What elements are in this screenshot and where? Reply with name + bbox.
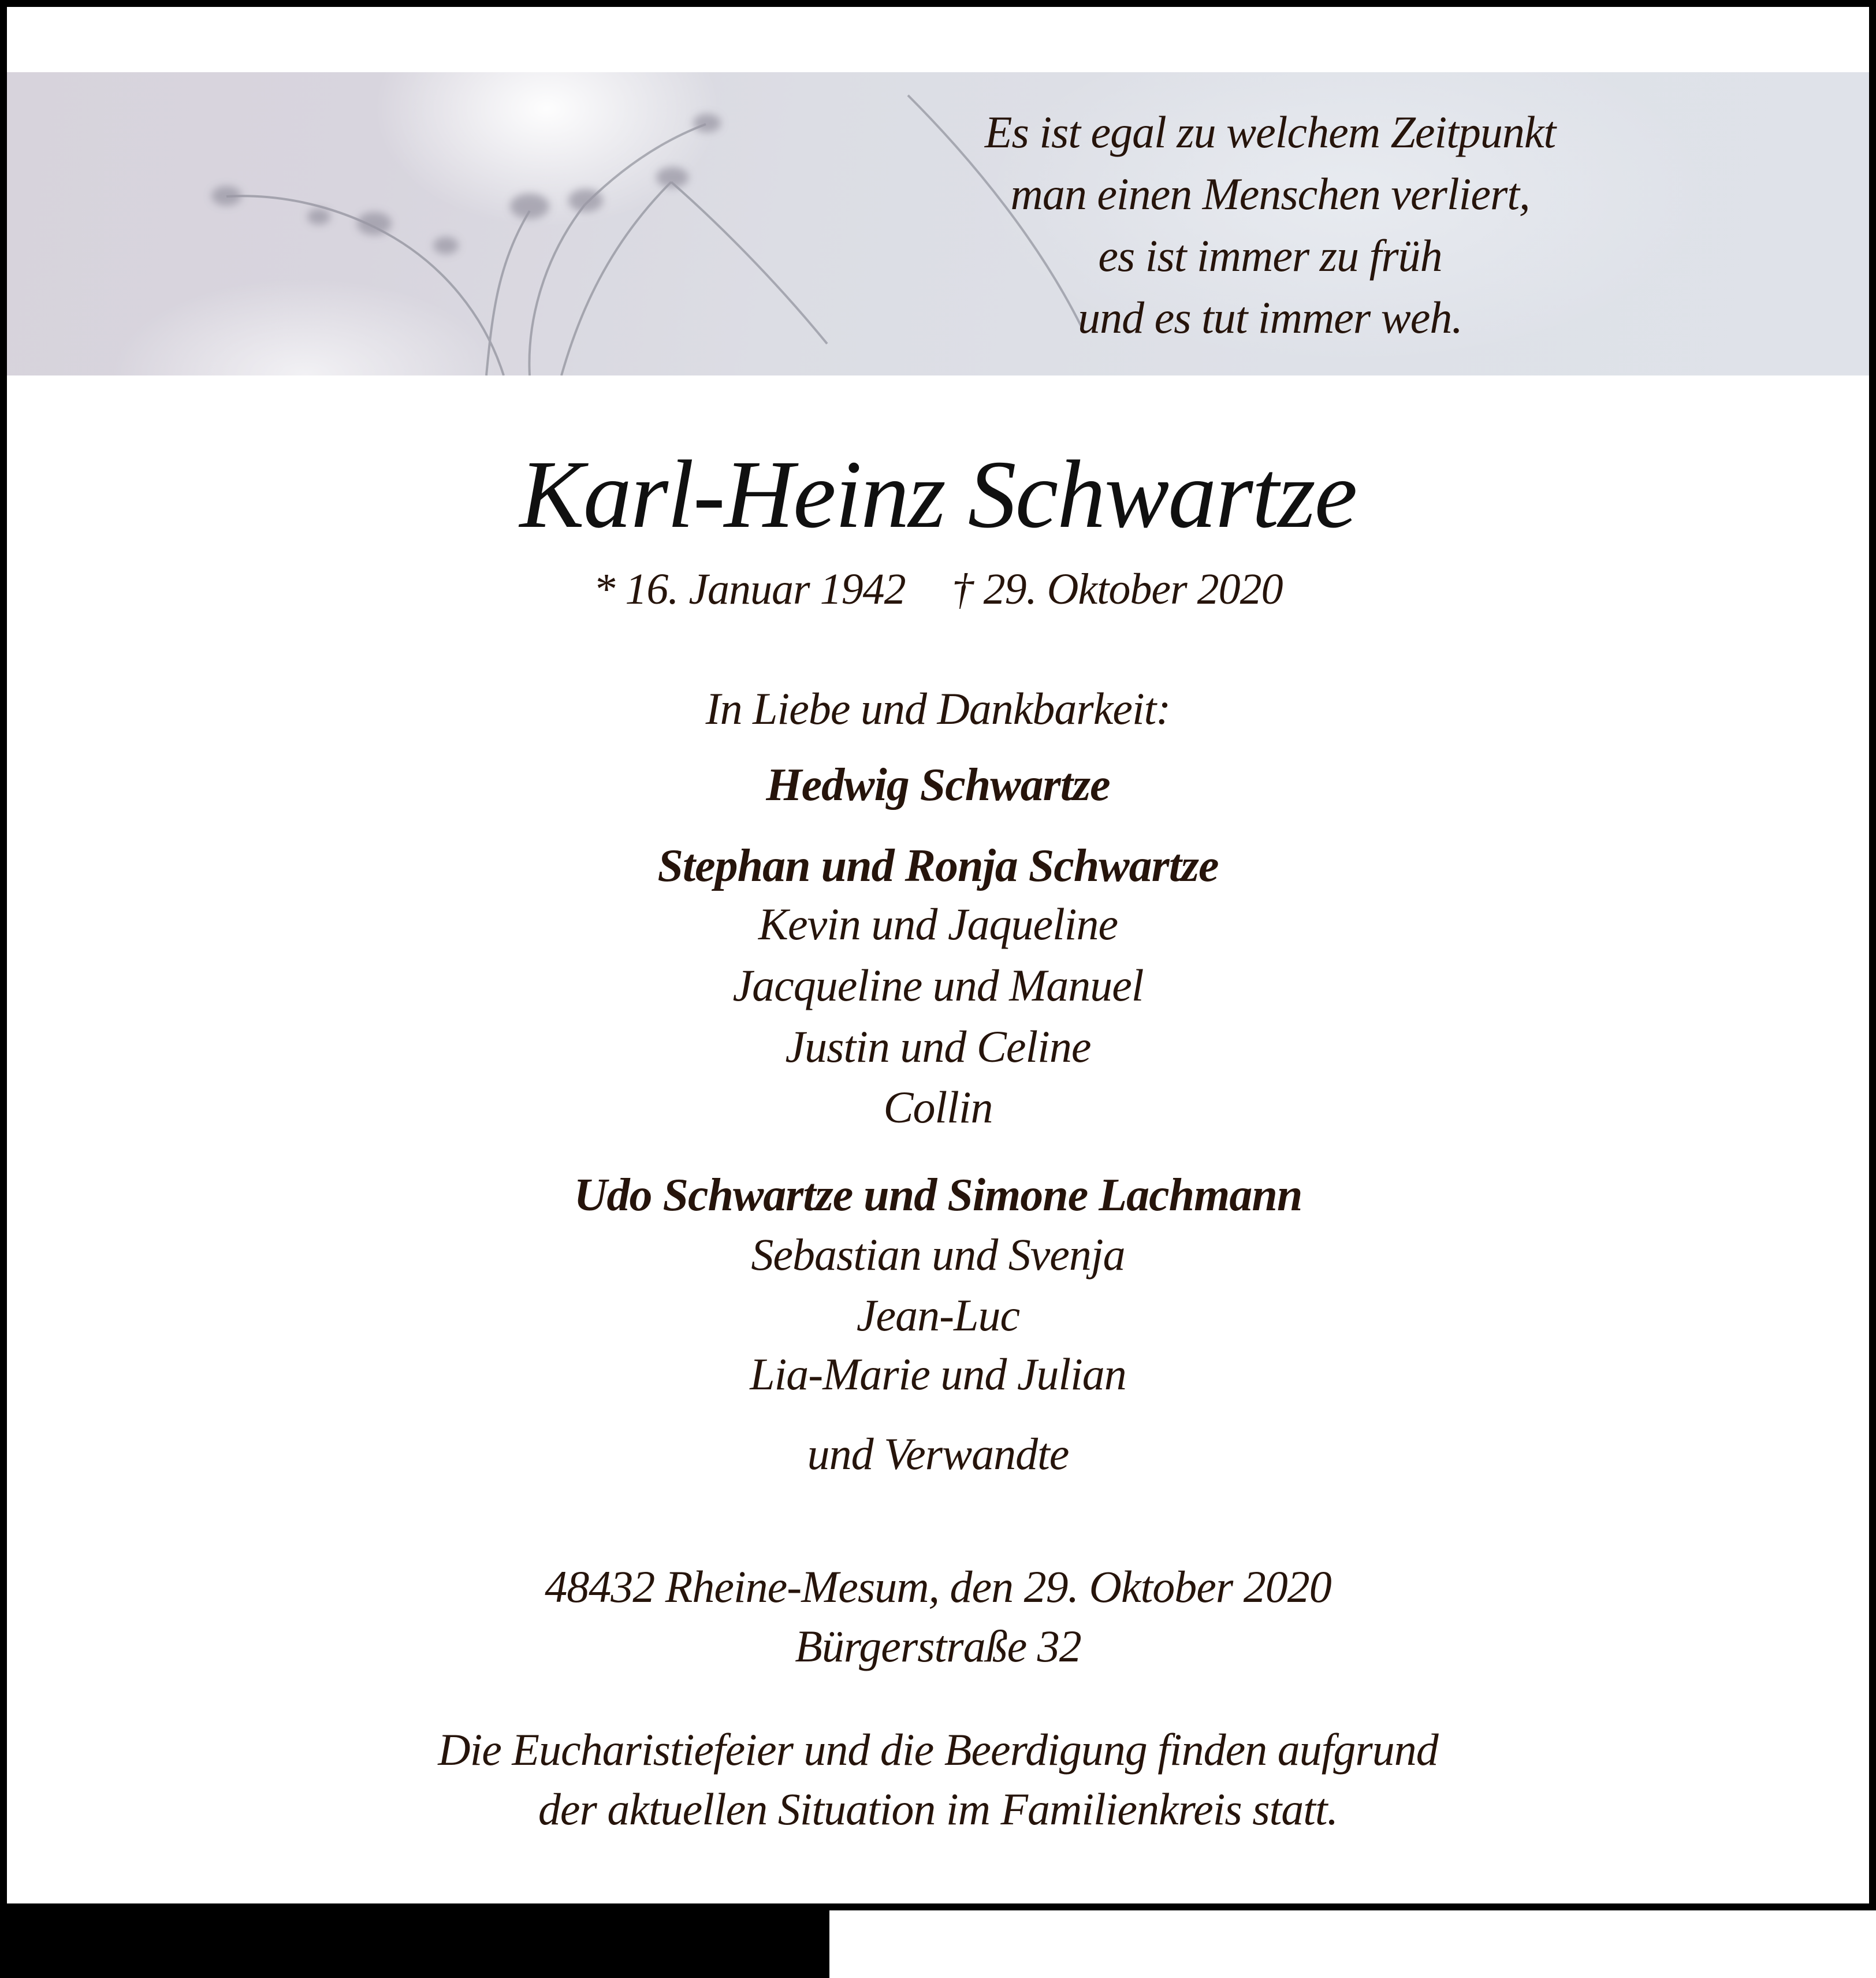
deceased-name: Karl-Heinz Schwartze — [519, 441, 1357, 548]
family-line-group-head: Udo Schwartze und Simone Lachmann — [574, 1170, 1302, 1221]
family-line: Kevin und Jaqueline — [758, 899, 1118, 949]
header-photo — [7, 72, 1869, 375]
family-line: Jean-Luc — [856, 1290, 1020, 1340]
memorial-poem — [671, 101, 1869, 348]
family-line-relatives: und Verwandte — [807, 1429, 1069, 1479]
poem-line: und es tut immer weh. — [1078, 292, 1462, 343]
address-line-city-date: 48432 Rheine-Mesum, den 29. Oktober 2020 — [545, 1561, 1331, 1612]
family-line-widow: Hedwig Schwartze — [766, 760, 1110, 810]
intro-line: In Liebe und Dankbarkeit: — [705, 683, 1171, 734]
family-line: Sebastian und Svenja — [751, 1229, 1125, 1280]
address-line-street: Bürgerstraße 32 — [795, 1621, 1081, 1671]
poem-line: es ist immer zu früh — [1098, 230, 1442, 281]
family-line: Justin und Celine — [785, 1021, 1091, 1072]
bottom-black-bar — [0, 1910, 829, 1978]
family-line: Lia-Marie und Julian — [750, 1349, 1126, 1399]
family-line: Jacqueline und Manuel — [732, 960, 1144, 1010]
family-line: Collin — [883, 1082, 993, 1132]
poem-line: man einen Menschen verliert, — [1010, 169, 1530, 219]
family-line-group-head: Stephan und Ronja Schwartze — [657, 841, 1219, 891]
birth-date: * 16. Januar 1942 — [593, 565, 906, 614]
death-date: † 29. Oktober 2020 — [951, 565, 1283, 614]
life-dates — [14, 560, 1862, 618]
poem-line: Es ist egal zu welchem Zeitpunkt — [984, 107, 1556, 157]
closing-line-2: der aktuellen Situation im Familienkreis statt. — [538, 1784, 1338, 1834]
closing-line-1: Die Eucharistiefeier und die Beerdigung finden aufgrund — [438, 1724, 1438, 1775]
